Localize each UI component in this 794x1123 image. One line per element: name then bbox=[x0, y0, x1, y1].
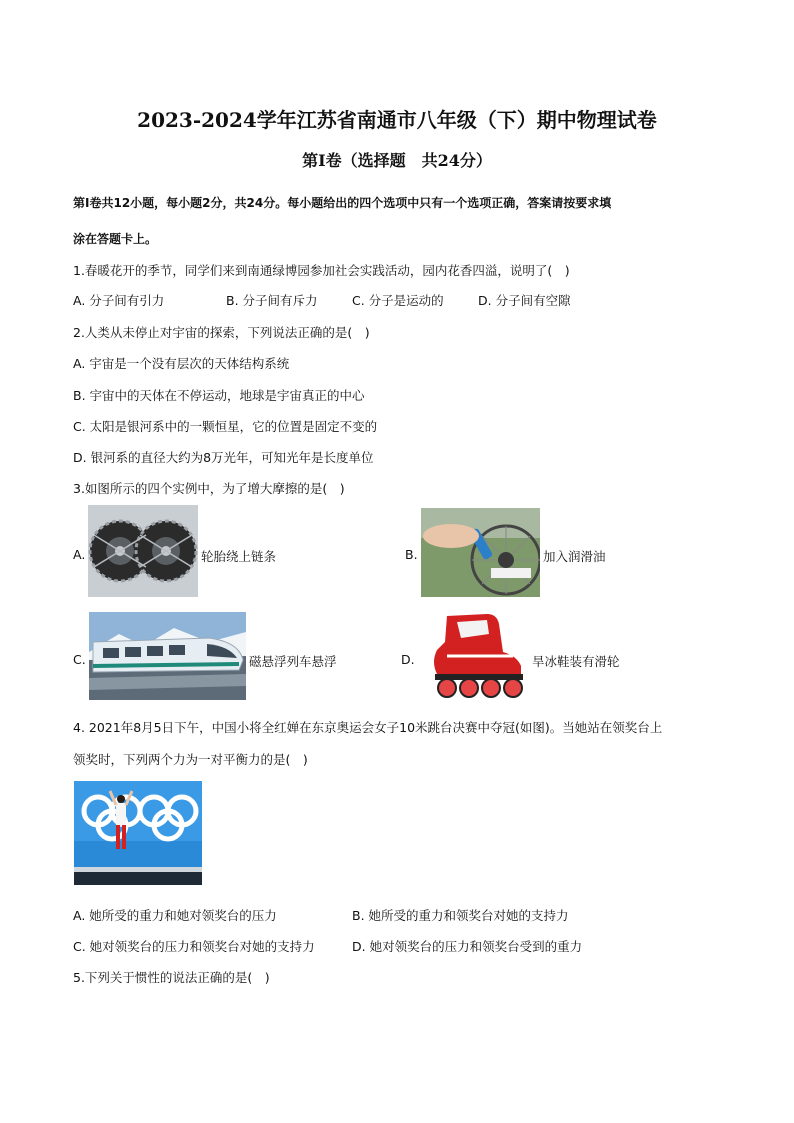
question-3-option-c-letter: C. bbox=[73, 652, 86, 667]
question-4-stem-line-1: 4. 2021年8月5日下午，中国小将全红婵在东京奥运会女子10米跳台决赛中夺冠(如图)。当她站在领奖台上 bbox=[73, 720, 663, 735]
question-1-option-c: C. 分子是运动的 bbox=[352, 293, 444, 308]
page-title: 2023-2024学年江苏省南通市八年级（下）期中物理试卷 bbox=[137, 108, 657, 132]
question-3-option-d-letter: D. bbox=[401, 652, 415, 667]
question-2-option-c: C. 太阳是银河系中的一颗恒星，它的位置是固定不变的 bbox=[73, 419, 378, 434]
question-4-option-a: A. 她所受的重力和她对领奖台的压力 bbox=[73, 908, 277, 923]
lubricating-oil-icon bbox=[421, 508, 540, 597]
question-4-option-b: B. 她所受的重力和领奖台对她的支持力 bbox=[352, 908, 569, 923]
roller-skate-icon bbox=[417, 612, 529, 700]
question-4-stem-line-2: 领奖时，下列两个力为一对平衡力的是( ) bbox=[73, 752, 308, 767]
question-3-stem: 3.如图所示的四个实例中，为了增大摩擦的是( ) bbox=[73, 481, 345, 496]
question-4-option-d: D. 她对领奖台的压力和领奖台受到的重力 bbox=[352, 939, 583, 954]
maglev-train-icon bbox=[89, 612, 246, 700]
question-2-option-b: B. 宇宙中的天体在不停运动，地球是宇宙真正的中心 bbox=[73, 388, 365, 403]
question-1-option-a: A. 分子间有引力 bbox=[73, 293, 165, 308]
tire-chains-icon bbox=[88, 505, 198, 597]
question-3-option-b-text: 加入润滑油 bbox=[543, 549, 606, 564]
question-5-stem: 5.下列关于惯性的说法正确的是( ) bbox=[73, 970, 270, 985]
question-2-option-a: A. 宇宙是一个没有层次的天体结构系统 bbox=[73, 356, 290, 371]
question-3-option-d-text: 旱冰鞋装有滑轮 bbox=[532, 654, 620, 669]
question-4-option-c: C. 她对领奖台的压力和领奖台对她的支持力 bbox=[73, 939, 315, 954]
question-2-option-d: D. 银河系的直径大约为8万光年，可知光年是长度单位 bbox=[73, 450, 374, 465]
instructions-line-1: 第Ⅰ卷共12小题，每小题2分，共24分。每小题给出的四个选项中只有一个选项正确，答案请按要求填 bbox=[73, 196, 612, 210]
question-3-option-b-letter: B. bbox=[405, 547, 418, 562]
olympic-podium-icon bbox=[74, 781, 202, 885]
question-3-option-a-text: 轮胎绕上链条 bbox=[201, 549, 277, 564]
question-3-option-a-letter: A. bbox=[73, 547, 86, 562]
question-2-stem: 2.人类从未停止对宇宙的探索，下列说法正确的是( ) bbox=[73, 325, 370, 340]
section-title: 第Ⅰ卷（选择题 共24分） bbox=[302, 151, 492, 170]
question-3-option-c-text: 磁悬浮列车悬浮 bbox=[249, 654, 337, 669]
question-1-stem: 1.春暖花开的季节，同学们来到南通绿博园参加社会实践活动，园内花香四溢，说明了( ) bbox=[73, 263, 570, 278]
question-1-option-b: B. 分子间有斥力 bbox=[226, 293, 318, 308]
question-1-option-d: D. 分子间有空隙 bbox=[478, 293, 571, 308]
instructions-line-2: 涂在答题卡上。 bbox=[73, 232, 158, 246]
